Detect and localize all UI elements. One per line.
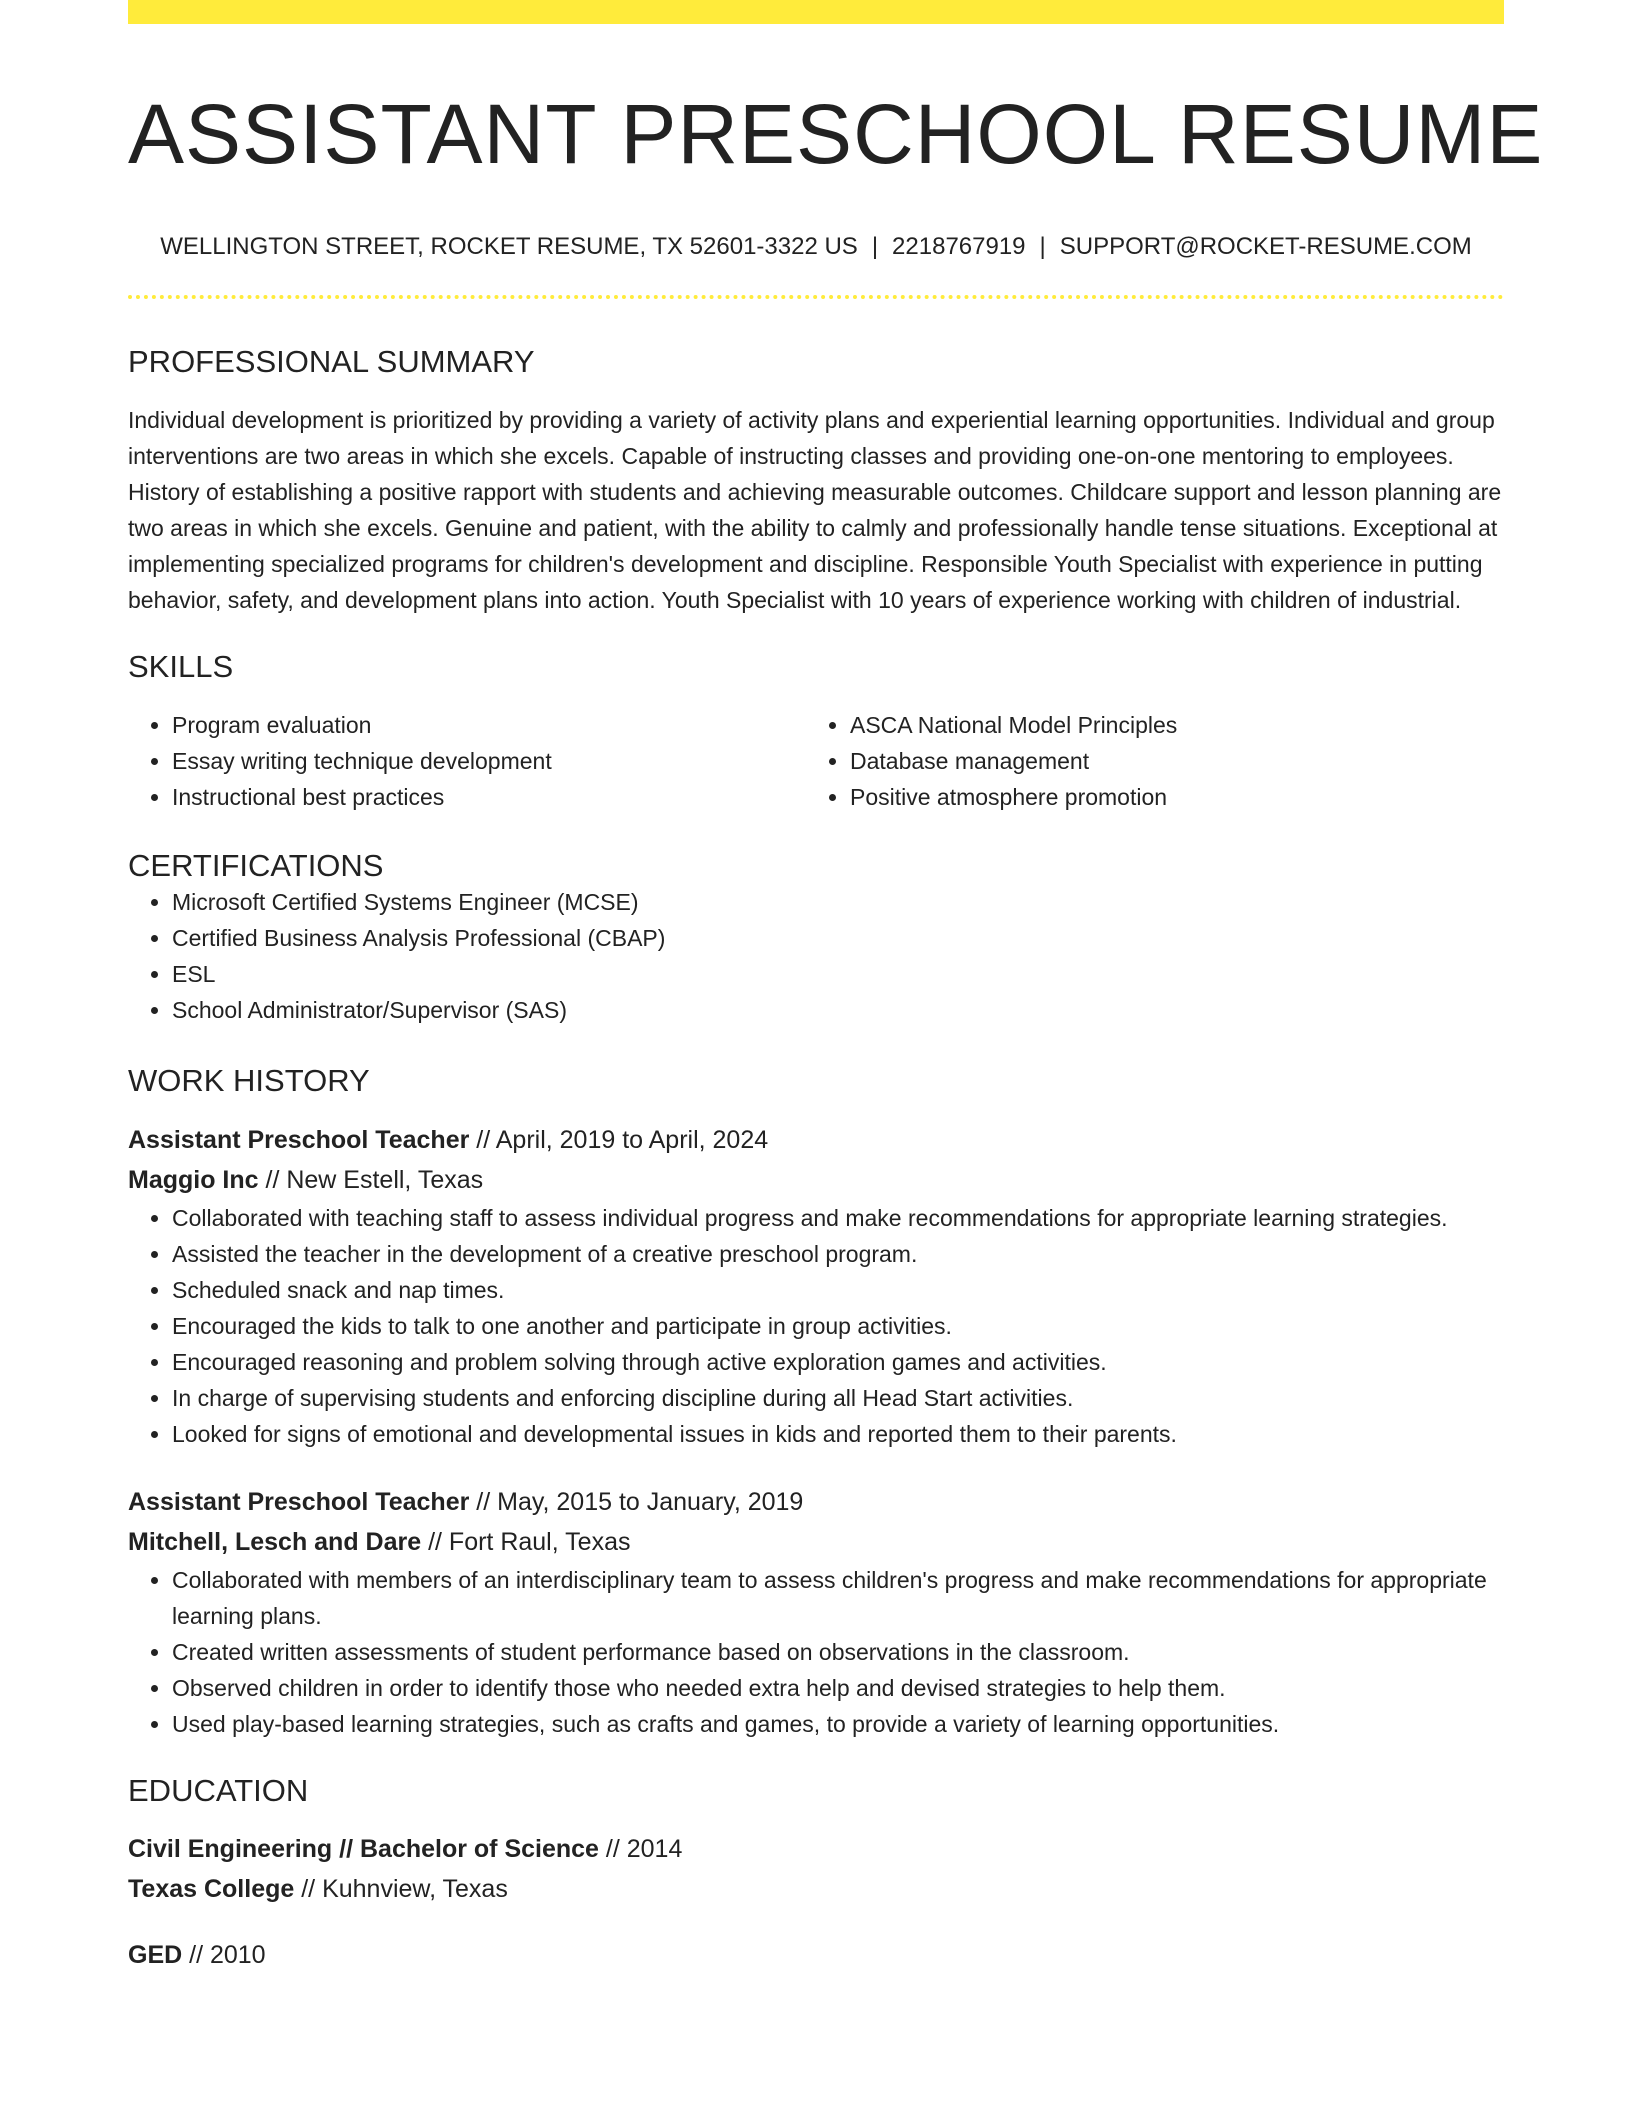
job-title-line (128, 1120, 1504, 1160)
education-school-line (128, 1869, 1504, 1909)
job-location: // Fort Raul, Texas (421, 1527, 631, 1556)
job-company: Maggio Inc (128, 1165, 259, 1194)
job-duty-item: • Used play-based learning strategies, such as crafts and games, to provide a variety of learning opportunities. (172, 1706, 1504, 1742)
certifications-heading: CERTIFICATIONS (128, 848, 384, 884)
job-duty-item: • Encouraged reasoning and problem solving through active exploration games and activities. (172, 1344, 1504, 1380)
job-duty-item: • In charge of supervising students and enforcing discipline during all Head Start activities. (172, 1380, 1504, 1416)
education-entry (128, 1935, 1504, 1975)
resume-title: ASSISTANT PRESCHOOL RESUME (128, 87, 1544, 181)
dotted-divider (128, 295, 1504, 299)
job-company-line (128, 1522, 1504, 1562)
skill-item: • ASCA National Model Principles (850, 707, 1484, 743)
job-duty-item: • Looked for signs of emotional and developmental issues in kids and reported them to their parents. (172, 1416, 1504, 1452)
job-duty-item: • Observed children in order to identify those who needed extra help and devised strategies to help them. (172, 1670, 1504, 1706)
job-entry (128, 1482, 1504, 1742)
certification-item: • School Administrator/Supervisor (SAS) (172, 992, 1504, 1028)
work-history-heading: WORK HISTORY (128, 1063, 370, 1099)
job-duties-list (128, 1200, 1504, 1452)
skill-item: • Positive atmosphere promotion (850, 779, 1484, 815)
education-year: // 2010 (182, 1940, 266, 1969)
job-duties-list (128, 1562, 1504, 1742)
job-company: Mitchell, Lesch and Dare (128, 1527, 422, 1556)
summary-text: Individual development is prioritized by providing a variety of activity plans and experiential learning opportunities. Individual and group interventions are two areas in which she excels. Capable of instructing classes and providing one-on-one mentoring to employees. History of establishing a positive rapport with students and achieving measurable outcomes. Childcare support and lesson planning are two areas in which she excels. Genuine and patient, with the ability to calmly and professionally handle tense situations. Exceptional at implementing specialized programs for children's development and discipline. Responsible Youth Specialist with experience in putting behavior, safety, and development plans into action. Youth Specialist with 10 years of experience working with children of industrial. (128, 406, 1502, 613)
education-degree: GED (128, 1940, 183, 1969)
job-role: Assistant Preschool Teacher (128, 1125, 470, 1154)
contact-line (128, 233, 1504, 261)
contact-phone: 2218767919 (892, 232, 1026, 260)
skill-item: • Essay writing technique development (172, 743, 806, 779)
skills-heading: SKILLS (128, 648, 234, 684)
contact-email: SUPPORT@ROCKET-RESUME.COM (1059, 232, 1472, 260)
skill-item: • Instructional best practices (172, 779, 806, 815)
accent-top-bar (128, 0, 1504, 24)
education-degree: Civil Engineering // Bachelor of Science (128, 1834, 599, 1863)
education-heading: EDUCATION (128, 1772, 309, 1808)
job-location: // New Estell, Texas (258, 1165, 484, 1194)
resume-page (128, 0, 1544, 1975)
job-title-line (128, 1482, 1504, 1522)
education-degree-line (128, 1935, 1504, 1975)
certification-item: • ESL (172, 956, 1504, 992)
job-entry (128, 1120, 1504, 1452)
skills-list-right (806, 707, 1484, 815)
job-duty-item: • Scheduled snack and nap times. (172, 1272, 1504, 1308)
skill-item: • Program evaluation (172, 707, 806, 743)
education-location: // Kuhnview, Texas (294, 1874, 508, 1903)
job-dates: // April, 2019 to April, 2024 (469, 1125, 769, 1154)
education-degree-line (128, 1829, 1504, 1869)
skills-column-right (806, 707, 1484, 815)
education-entry (128, 1829, 1504, 1909)
job-duty-item: • Collaborated with members of an interdisciplinary team to assess children's progress and make recommendations for appropriate learning plans. (172, 1562, 1504, 1634)
job-duty-item: • Assisted the teacher in the development of a creative preschool program. (172, 1236, 1504, 1272)
skills-list-left (128, 707, 806, 815)
education-year: // 2014 (598, 1834, 683, 1863)
contact-address: WELLINGTON STREET, ROCKET RESUME, TX 52601-3322 US (160, 232, 858, 260)
job-dates: // May, 2015 to January, 2019 (469, 1487, 804, 1516)
job-role: Assistant Preschool Teacher (128, 1487, 470, 1516)
job-duty-item: • Collaborated with teaching staff to assess individual progress and make recommendations for appropriate learning strategies. (172, 1200, 1504, 1236)
education-school: Texas College (128, 1874, 295, 1903)
contact-separator: | (871, 232, 879, 260)
job-duty-item: • Encouraged the kids to talk to one another and participate in group activities. (172, 1308, 1504, 1344)
job-duty-item: • Created written assessments of student performance based on observations in the classroom. (172, 1634, 1504, 1670)
certifications-list (128, 884, 1504, 1028)
skills-grid (128, 707, 1504, 815)
skills-column-left (128, 707, 806, 815)
job-company-line (128, 1160, 1504, 1200)
summary-heading: PROFESSIONAL SUMMARY (128, 343, 535, 379)
certification-item: • Microsoft Certified Systems Engineer (MCSE) (172, 884, 1504, 920)
contact-separator: | (1039, 232, 1046, 260)
skill-item: • Database management (850, 743, 1484, 779)
certification-item: • Certified Business Analysis Professional (CBAP) (172, 920, 1504, 956)
